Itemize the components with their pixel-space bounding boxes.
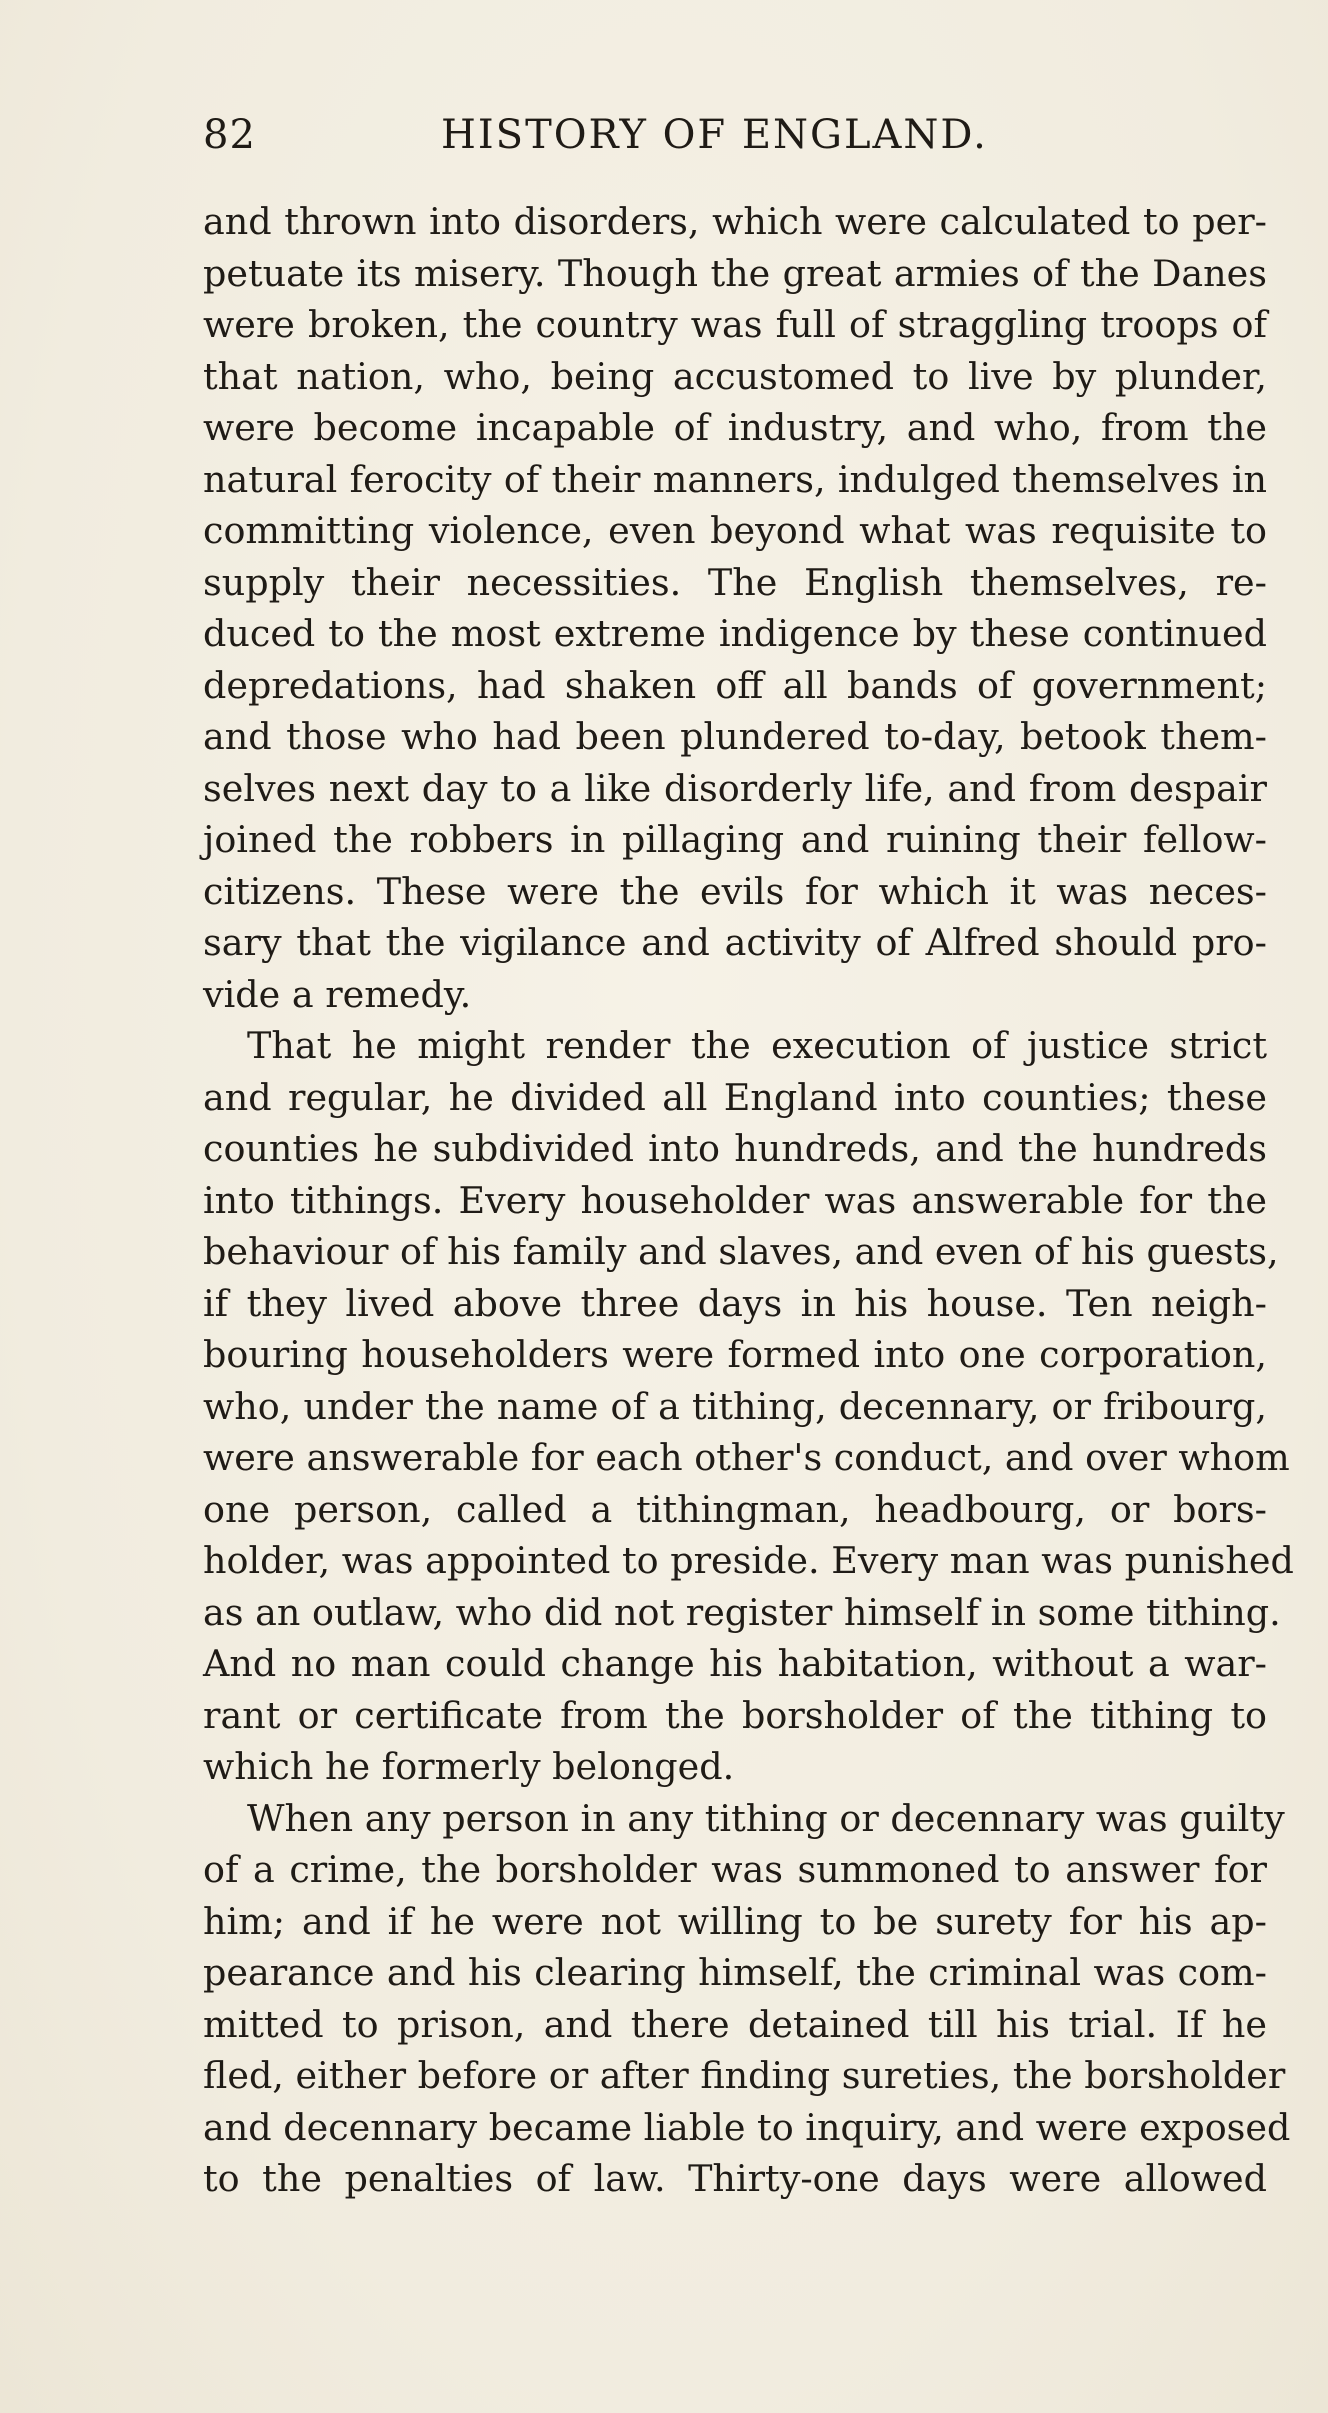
text-line: behaviour of his family and slaves, and even of his guests, bbox=[203, 1230, 1279, 1273]
text-line: were broken, the country was full of straggling troops of bbox=[203, 303, 1267, 346]
text-line: mitted to prison, and there detained till his trial. If he bbox=[203, 2002, 1267, 2046]
text-line: When any person in any tithing or decennary was guilty bbox=[247, 1796, 1285, 1840]
text-line: petuate its misery. Though the great armies of the Danes bbox=[203, 251, 1267, 295]
text-line: citizens. These were the evils for which it was neces- bbox=[203, 869, 1267, 913]
text-line: one person, called a tithingman, headbourg, or bors- bbox=[203, 1487, 1267, 1531]
text-line: And no man could change his habitation, without a war- bbox=[203, 1642, 1267, 1685]
text-line: and regular, he divided all England into counties; these bbox=[203, 1075, 1267, 1119]
text-line: and thrown into disorders, which were calculated to per- bbox=[203, 200, 1267, 243]
text-line: That he might render the execution of justice strict bbox=[247, 1024, 1267, 1067]
text-line: him; and if he were not willing to be surety for his ap- bbox=[203, 1899, 1267, 1943]
text-line: counties he subdivided into hundreds, and the hundreds bbox=[203, 1127, 1267, 1170]
text-line: sary that the vigilance and activity of Alfred should pro- bbox=[203, 921, 1267, 964]
text-line: who, under the name of a tithing, decennary, or fribourg, bbox=[203, 1384, 1267, 1428]
text-line: and those who had been plundered to-day, betook them- bbox=[203, 715, 1267, 758]
text-line: natural ferocity of their manners, indulged themselves in bbox=[203, 457, 1267, 501]
page-number: 82 bbox=[203, 112, 256, 158]
text-line: which he formerly belonged. bbox=[203, 1745, 735, 1788]
text-line: as an outlaw, who did not register himself in some tithing. bbox=[203, 1590, 1281, 1634]
text-line: rant or certificate from the borsholder of the tithing to bbox=[203, 1693, 1267, 1737]
text-line: holder, was appointed to preside. Every man was punished bbox=[203, 1539, 1294, 1582]
text-line: bouring householders were formed into one corporation, bbox=[203, 1333, 1267, 1376]
text-line: that nation, who, being accustomed to live by plunder, bbox=[203, 354, 1267, 398]
running-title: HISTORY OF ENGLAND. bbox=[441, 112, 988, 158]
text-line: supply their necessities. The English themselves, re- bbox=[203, 560, 1267, 604]
text-line: duced to the most extreme indigence by these continued bbox=[203, 612, 1267, 655]
text-line: vide a remedy. bbox=[203, 972, 472, 1016]
text-line: joined the robbers in pillaging and ruining their fellow- bbox=[203, 818, 1267, 861]
text-line: pearance and his clearing himself, the criminal was com- bbox=[203, 1951, 1267, 1994]
text-line: of a crime, the borsholder was summoned to answer for bbox=[203, 1848, 1267, 1891]
text-line: selves next day to a like disorderly life, and from despair bbox=[203, 766, 1267, 810]
text-line: were become incapable of industry, and who, from the bbox=[203, 406, 1267, 449]
text-line: to the penalties of law. Thirty-one days were allowed bbox=[203, 2157, 1267, 2200]
text-line: and decennary became liable to inquiry, and were exposed bbox=[203, 2105, 1291, 2149]
body-text bbox=[203, 196, 1294, 2205]
text-line: into tithings. Every householder was answerable for the bbox=[203, 1178, 1267, 1222]
text-line: fled, either before or after finding sureties, the borsholder bbox=[203, 2054, 1286, 2097]
text-line: were answerable for each other's conduct, and over whom bbox=[203, 1436, 1290, 1479]
text-line: depredations, had shaken off all bands of government; bbox=[203, 663, 1267, 707]
text-line: if they lived above three days in his house. Ten neigh- bbox=[203, 1281, 1267, 1325]
page-header bbox=[203, 112, 1043, 172]
text-line: committing violence, even beyond what was requisite to bbox=[203, 509, 1267, 552]
